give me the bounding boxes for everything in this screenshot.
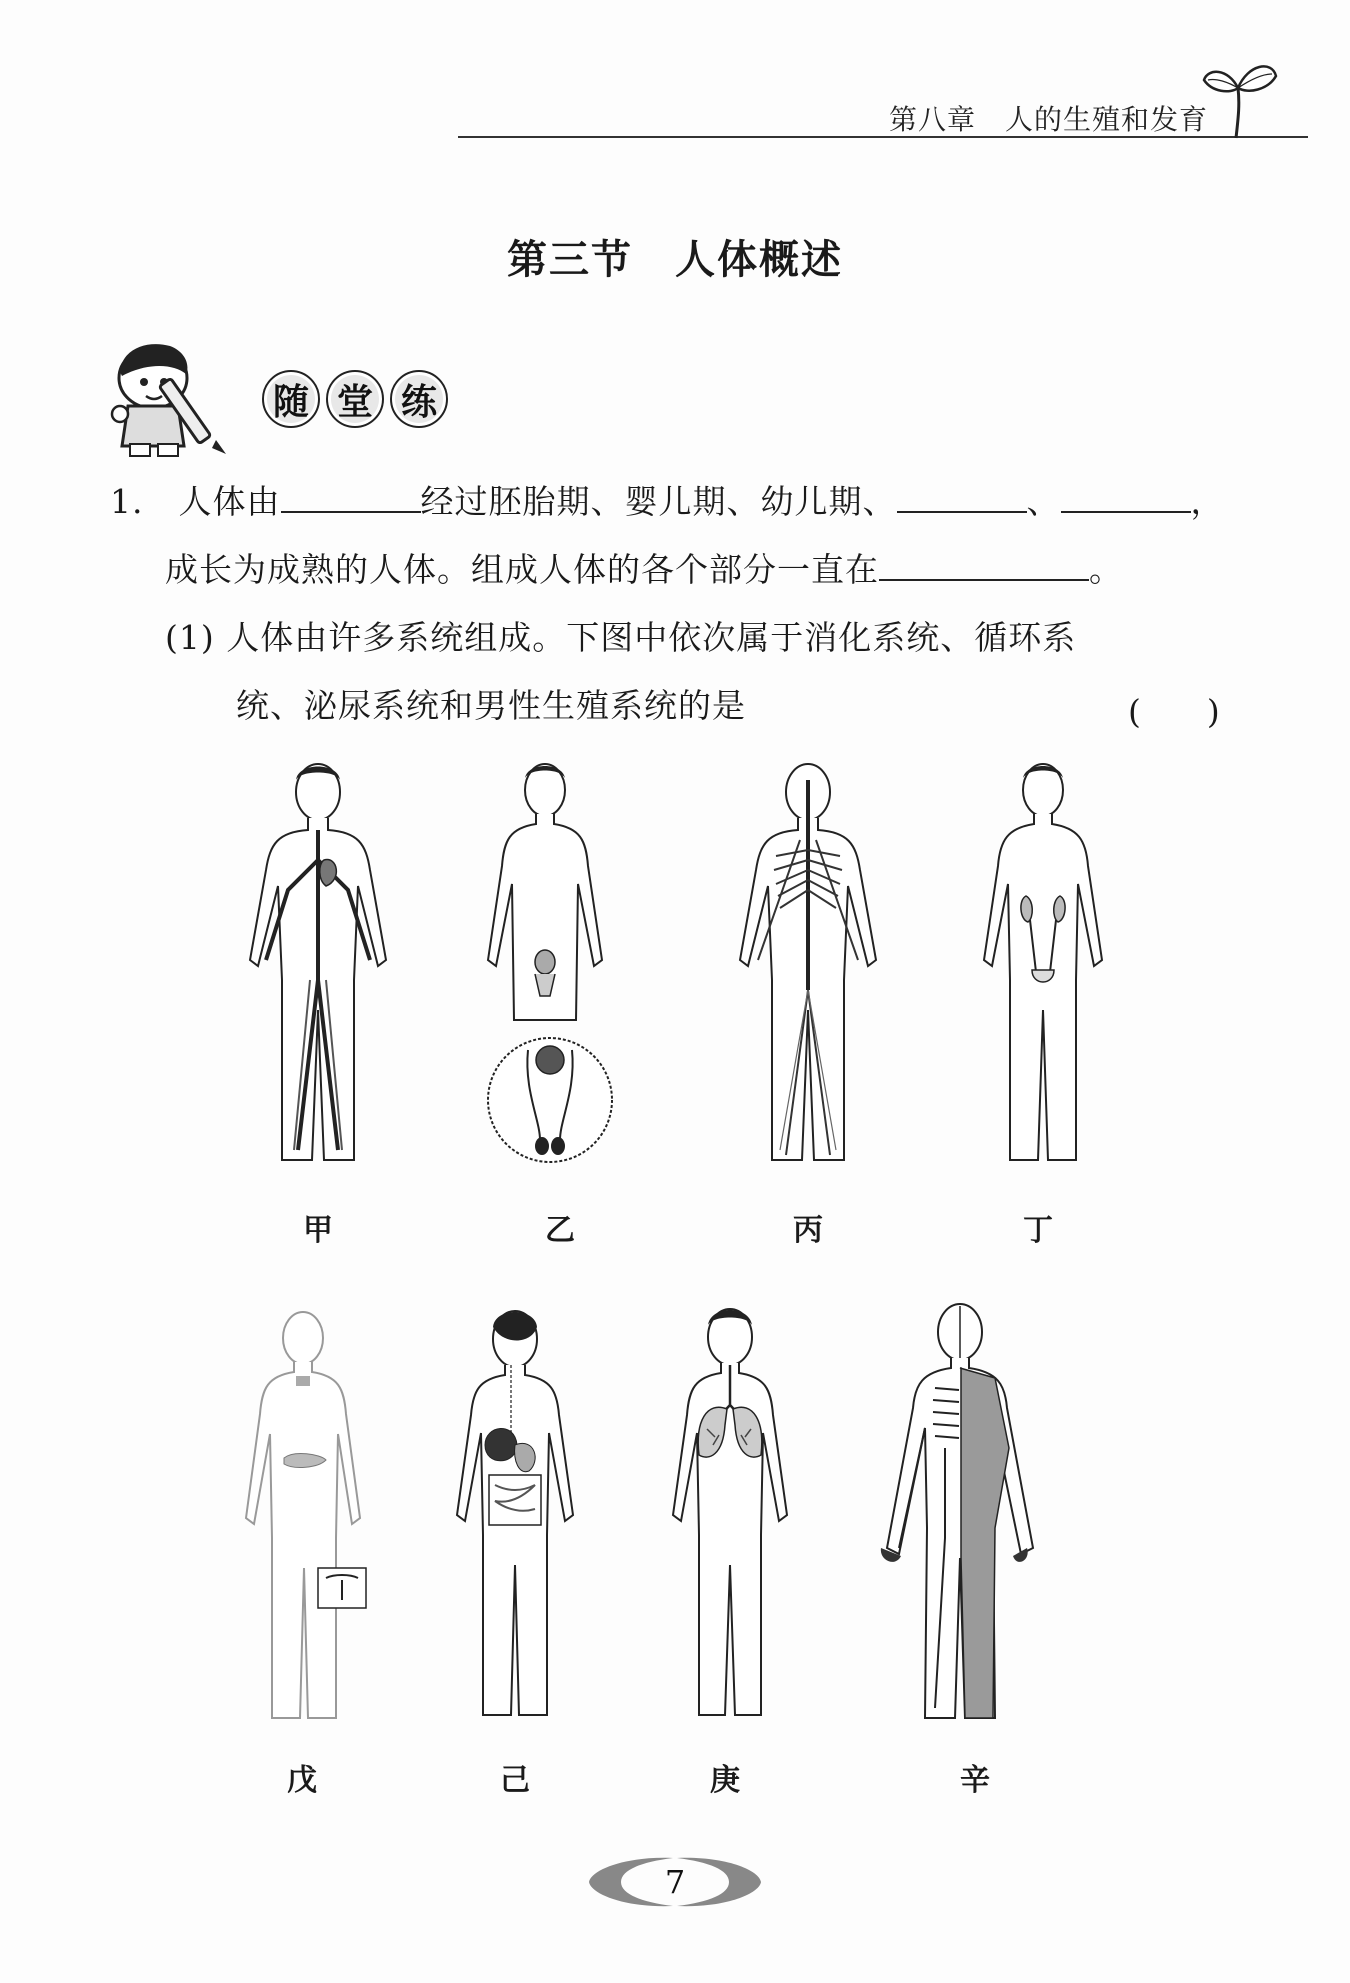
header-rule: [458, 136, 1308, 138]
page-number-badge: [585, 1852, 765, 1912]
practice-banner: [262, 370, 448, 428]
figure-label: 乙: [545, 1213, 575, 1248]
answer-blank[interactable]: [281, 485, 421, 513]
section-title: 第三节 人体概述: [507, 237, 843, 283]
answer-choice-paren[interactable]: ( ): [1128, 692, 1220, 731]
banner-char: 随: [262, 370, 320, 428]
musculoskeletal-body-icon: [875, 1298, 1045, 1728]
question-1-line-1: [110, 482, 1225, 522]
figure-label: 丙: [793, 1213, 823, 1248]
page-number: 7: [664, 1863, 686, 1901]
figure-male-reproductive-system: [480, 760, 630, 1170]
figure-label: 己: [500, 1763, 530, 1798]
urinary-body-icon: [968, 760, 1118, 1170]
question-text: 、: [1026, 482, 1061, 521]
figure-circulatory-system: [238, 760, 398, 1170]
figure-musculoskeletal-system: [875, 1298, 1045, 1728]
figure-label: 戊: [287, 1763, 317, 1798]
chapter-header: [458, 70, 1308, 140]
figure-label: 甲: [303, 1213, 333, 1248]
sub-question-1-line-2: 统、泌尿系统和男性生殖系统的是: [236, 686, 746, 725]
sub-question-1-line-1: (1) 人体由许多系统组成。下图中依次属于消化系统、循环系: [165, 618, 1077, 657]
answer-blank[interactable]: [897, 485, 1027, 513]
answer-blank[interactable]: [879, 553, 1089, 581]
chapter-title: 第八章 人的生殖和发育: [888, 103, 1208, 136]
sprout-icon: [1198, 50, 1278, 140]
figure-label: 丁: [1023, 1213, 1053, 1248]
digestive-body-icon: [445, 1305, 595, 1725]
reproductive-body-icon: [480, 760, 630, 1170]
endocrine-body-icon: [238, 1308, 388, 1728]
respiratory-body-icon: [655, 1305, 805, 1725]
figure-digestive-system: [445, 1305, 595, 1725]
banner-char: 练: [390, 370, 448, 428]
figure-nervous-system: [728, 760, 888, 1170]
question-number: 1.: [110, 482, 144, 521]
figure-endocrine-system: [238, 1308, 388, 1728]
figure-urinary-system: [968, 760, 1118, 1170]
question-text: ，: [1190, 482, 1225, 521]
figure-label: 辛: [960, 1763, 990, 1798]
mascot-with-pencil-icon: [108, 336, 238, 461]
banner-char: 堂: [326, 370, 384, 428]
nervous-body-icon: [728, 760, 888, 1170]
figure-label: 庚: [710, 1763, 740, 1798]
question-text: 经过胚胎期、婴儿期、幼儿期、: [420, 482, 897, 521]
question-1-line-2: [165, 550, 1123, 590]
question-text: 。: [1089, 550, 1123, 589]
question-text: 人体由: [178, 482, 281, 521]
question-text: 成长为成熟的人体。组成人体的各个部分一直在: [165, 550, 879, 589]
figure-respiratory-system: [655, 1305, 805, 1725]
answer-blank[interactable]: [1061, 485, 1191, 513]
circulatory-body-icon: [238, 760, 398, 1170]
